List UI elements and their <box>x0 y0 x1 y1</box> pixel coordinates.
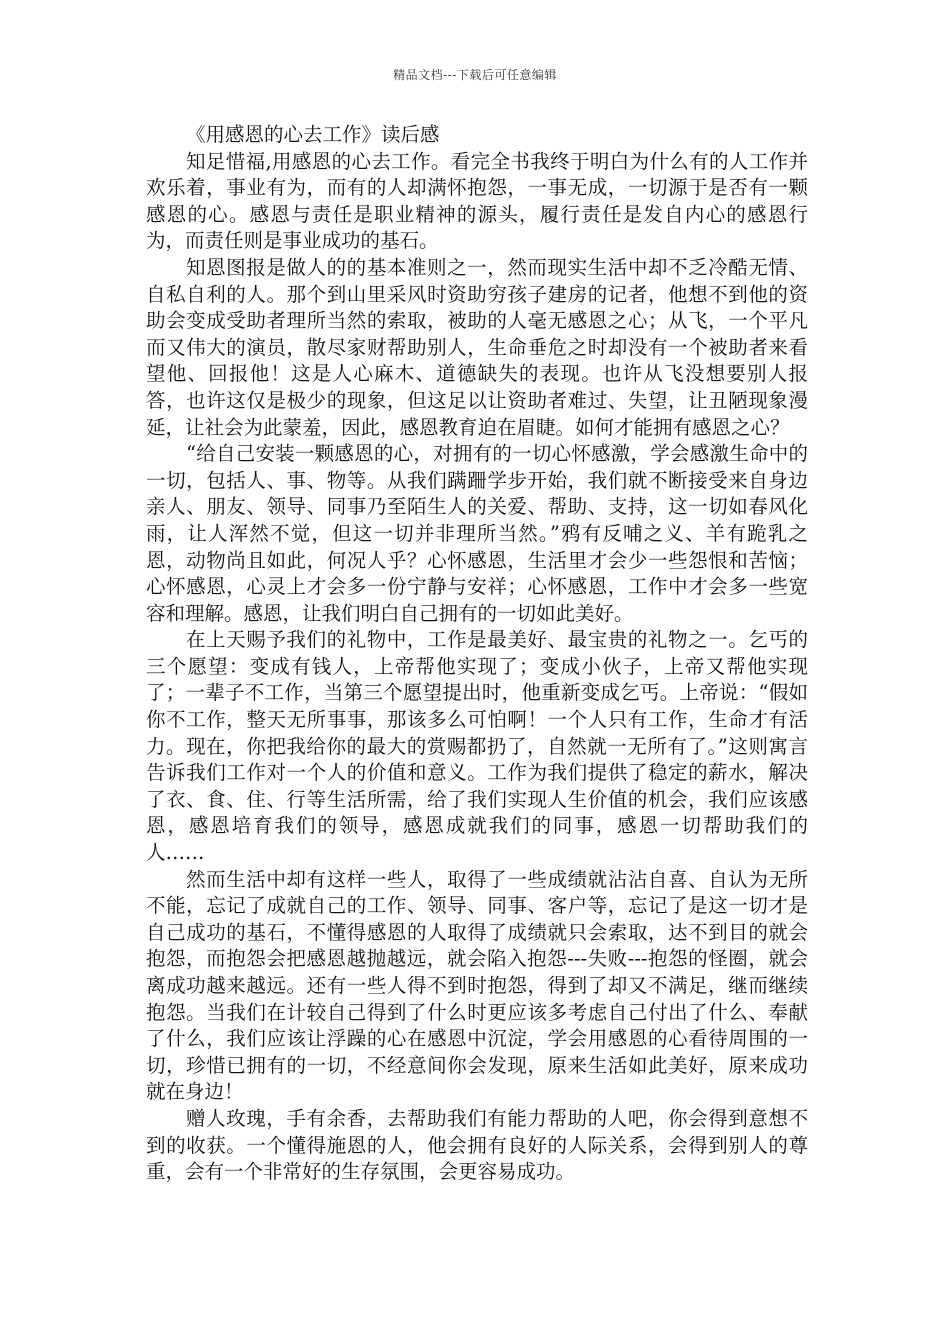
paragraph: 然而生活中却有这样一些人，取得了一些成绩就沾沾自喜、自认为无所不能，忘记了成就自己的工作、领导、同事、客户等，忘记了是这一切才是自己成功的基石，不懂得感恩的人取得了成绩就只会索取，达不到目的就会抱怨，而抱怨会把感恩越抛越远，就会陷入抱怨---失败---抱怨的怪圈，就会离成功越来越远。还有一些人得不到时抱怨，得到了却又不满足，继而继续抱怨。当我们在计较自己得到了什么时更应该多考虑自己付出了什么、奉献了什么，我们应该让浮躁的心在感恩中沉淀，学会用感恩的心看待周围的一切，珍惜已拥有的一切，不经意间你会发现，原来生活如此美好，原来成功就在身边！ <box>146 867 808 1104</box>
paragraph: 知恩图报是做人的的基本准则之一，然而现实生活中却不乏冷酷无情、自私自利的人。那个到山里采风时资助穷孩子建房的记者，他想不到他的资助会变成受助者理所当然的索取，被助的人毫无感恩之心；从飞，一个平凡而又伟大的演员，散尽家财帮助别人，生命垂危之时却没有一个被助者来看望他、回报他！这是人心麻木、道德缺失的表现。也许从飞没想要别人报答，也许这仅是极少的现象，但这足以让资助者难过、失望，让丑陋现象漫延，让社会为此蒙羞，因此，感恩教育迫在眉睫。如何才能拥有感恩之心？ <box>146 255 808 439</box>
document-title: 《用感恩的心去工作》读后感 <box>186 123 440 146</box>
paragraph: “给自己安装一颗感恩的心，对拥有的一切心怀感激，学会感激生命中的一切，包括人、事、物等。从我们蹒跚学步开始，我们就不断接受来自身边亲人、朋友、领导、同事乃至陌生人的关爱、帮助、支持，这一切如春风化雨，让人浑然不觉，但这一切并非理所当然。”鸦有反哺之义、羊有跪乳之恩，动物尚且如此，何况人乎？心怀感恩，生活里才会少一些怨恨和苦恼；心怀感恩，心灵上才会多一份宁静与安祥；心怀感恩，工作中才会多一些宽容和理解。感恩，让我们明白自己拥有的一切如此美好。 <box>146 442 808 625</box>
document-body <box>146 122 808 1186</box>
paragraph: 在上天赐予我们的礼物中，工作是最美好、最宝贵的礼物之一。乞丐的三个愿望：变成有钱人，上帝帮他实现了；变成小伙子，上帝又帮他实现了；一辈子不工作，当第三个愿望提出时，他重新变成乞丐。上帝说：“假如你不工作，整天无所事事，那该多么可怕啊！一个人只有工作，生命才有活力。现在，你把我给你的最大的赏赐都扔了，自然就一无所有了。”这则寓言告诉我们工作对一个人的价值和意义。工作为我们提供了稳定的薪水，解决了衣、食、住、行等生活所需，给了我们实现人生价值的机会，我们应该感恩，感恩培育我们的领导，感恩成就我们的同事，感恩一切帮助我们的人…… <box>146 628 808 865</box>
header-note: 精品文档---下载后可任意编辑 <box>393 68 557 82</box>
paragraph: 赠人玫瑰，手有余香，去帮助我们有能力帮助的人吧，你会得到意想不到的收获。一个懂得施恩的人，他会拥有良好的人际关系，会得到别人的尊重，会有一个非常好的生存氛围，会更容易成功。 <box>146 1106 808 1184</box>
paragraph: 知足惜福,用感恩的心去工作。看完全书我终于明白为什么有的人工作并欢乐着，事业有为，而有的人却满怀抱怨，一事无成，一切源于是否有一颗感恩的心。感恩与责任是职业精神的源头，履行责任是发自内心的感恩行为，而责任则是事业成功的基石。 <box>146 149 808 253</box>
